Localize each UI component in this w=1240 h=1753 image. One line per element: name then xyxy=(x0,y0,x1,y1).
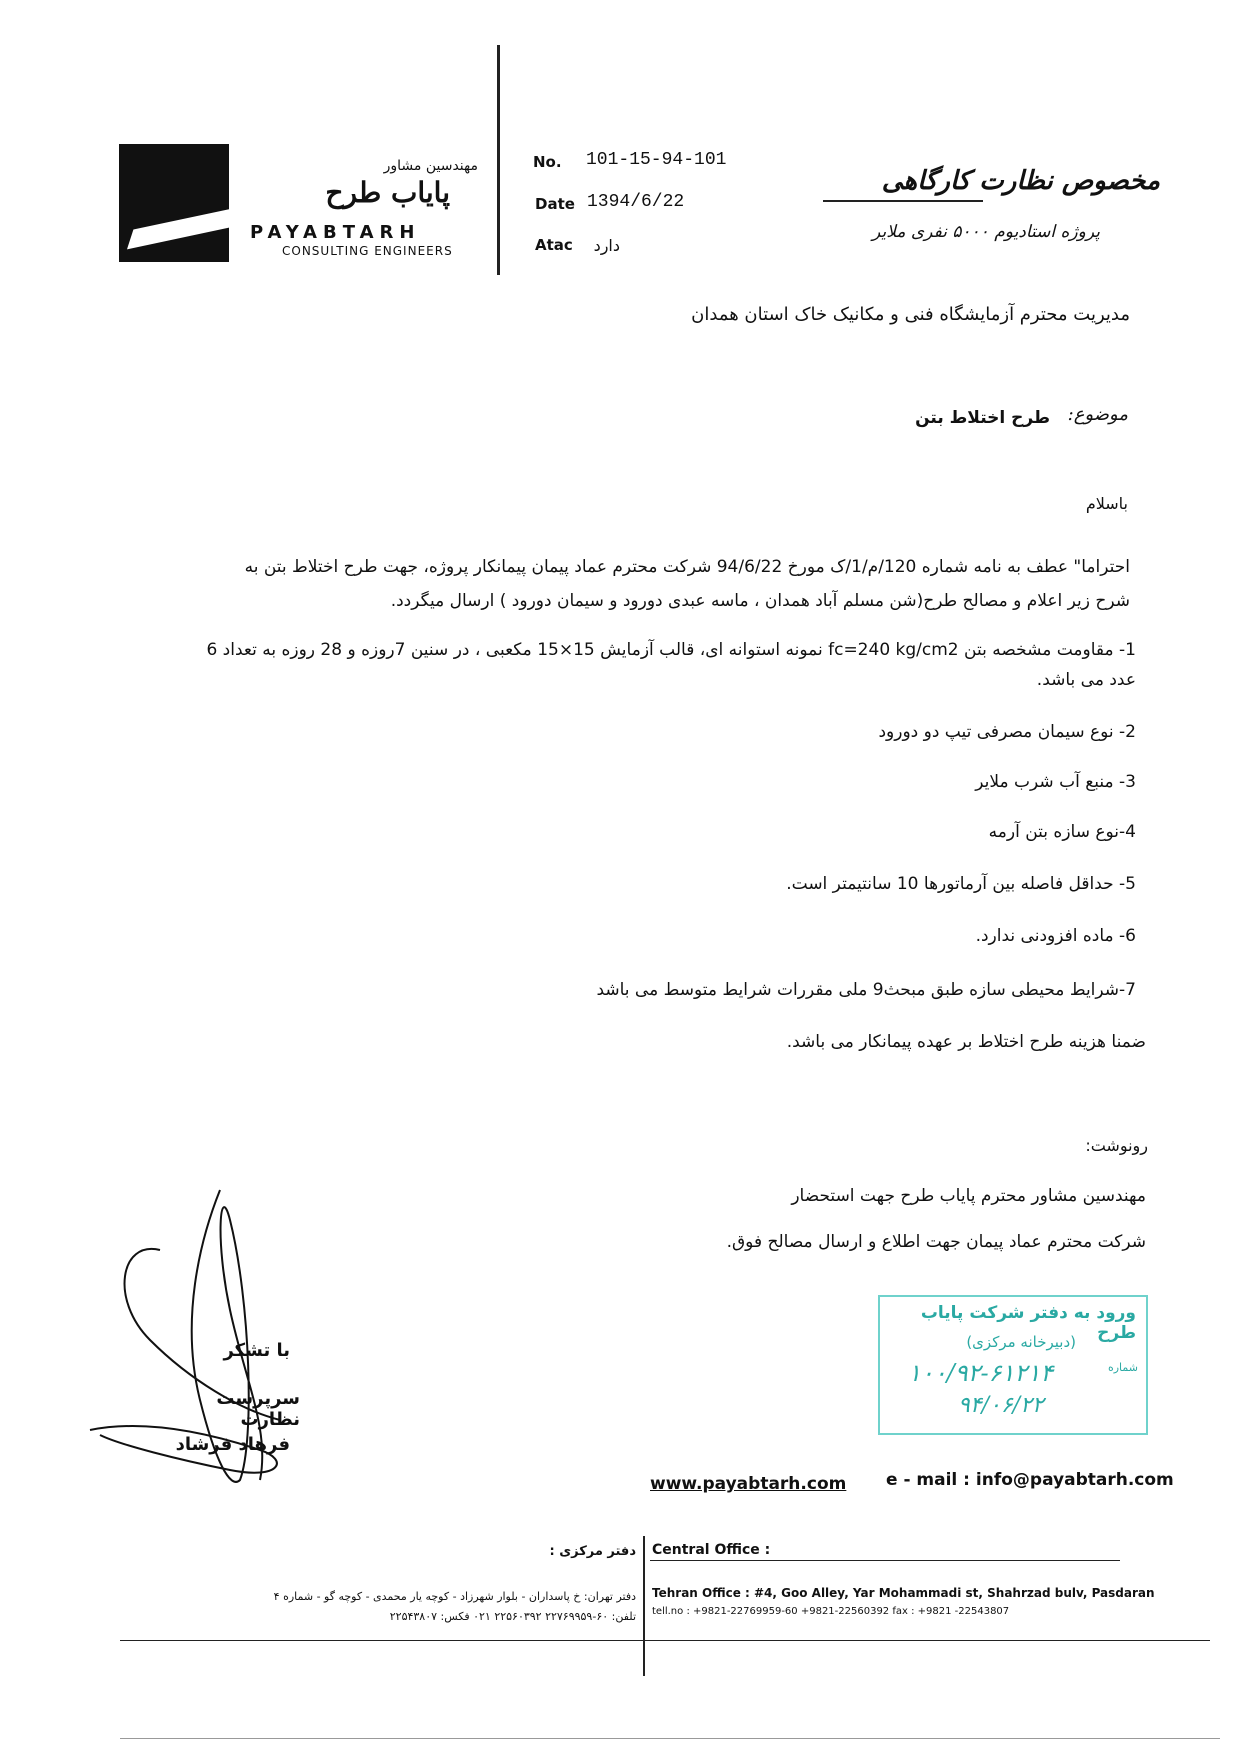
logo-subtitle-fa: مهندسین مشاور xyxy=(383,158,478,174)
letter-title: مخصوص نظارت کارگاهی xyxy=(881,166,1160,196)
project-name: پروژه استادیوم ۵۰۰۰ نفری ملایر xyxy=(872,222,1100,242)
recipient: مدیریت محترم آزمایشگاه فنی و مکانیک خاک استان همدان xyxy=(691,304,1130,325)
date-value: 1394/6/22 xyxy=(587,192,685,212)
cc-line-2: شرکت محترم عماد پیمان جهت اطلاع و ارسال مصالح فوق. xyxy=(726,1232,1146,1252)
central-office-en: Central Office : xyxy=(652,1542,771,1558)
attachment-value: دارد xyxy=(593,236,620,255)
stamp-number-label: شماره xyxy=(1107,1361,1138,1374)
cc-label: رونوشت: xyxy=(1085,1136,1148,1155)
footer-divider xyxy=(643,1536,645,1676)
central-office-fa: دفتر مرکزی : xyxy=(549,1544,636,1559)
item-4: 4-نوع سازه بتن آرمه xyxy=(988,822,1136,842)
page-bottom-line xyxy=(120,1738,1220,1739)
intro-line-2: شرح زیر اعلام و مصالح طرح(شن مسلم آباد همدان ، ماسه عبدی دورود و سیمان دورود ) ارسال میگردد. xyxy=(390,591,1130,611)
registry-stamp xyxy=(878,1295,1148,1435)
stamp-date: ۹۴/۰۶/۲۲ xyxy=(958,1393,1044,1418)
stamp-line-2: (دبیرخانه مرکزی) xyxy=(966,1333,1076,1351)
date-label: Date xyxy=(535,195,575,213)
item-1-line-2: عدد می باشد. xyxy=(1036,670,1136,690)
item-7: 7-شرایط محیطی سازه طبق مبحث9 ملی مقررات شرایط متوسط می باشد xyxy=(596,980,1136,1000)
subject-label: موضوع: xyxy=(1067,404,1128,425)
title-underline xyxy=(823,200,983,202)
logo-subtitle-en: CONSULTING ENGINEERS xyxy=(282,244,453,258)
item-5: 5- حداقل فاصله بین آرماتورها 10 سانتیمتر است. xyxy=(786,874,1136,894)
footer-line-bottom xyxy=(120,1640,1210,1641)
item-2: 2- نوع سیمان مصرفی تیپ دو دورود xyxy=(878,722,1136,742)
stamp-line-1: ورود به دفتر شرکت پایاب طرح xyxy=(920,1303,1136,1343)
item-6: 6- ماده افزودنی ندارد. xyxy=(975,926,1136,946)
company-logo xyxy=(119,144,229,262)
logo-name-en: PAYABTARH xyxy=(250,222,421,243)
stamp-number: ۱۰۰/۹۲-۶۱۲۱۴ xyxy=(908,1359,1054,1387)
intro-line-1: احتراما" عطف به نامه شماره 120/م/1/ک مورخ 94/6/22 شرکت محترم عماد پیمان پیمانکار پروژه، جهت طرح اختلاط بتن به xyxy=(244,557,1130,577)
header-divider xyxy=(497,45,500,275)
website[interactable]: www.payabtarh.com xyxy=(650,1474,847,1494)
cc-line-1: مهندسین مشاور محترم پایاب طرح جهت استحضار xyxy=(791,1186,1146,1206)
greeting: باسلام xyxy=(1085,494,1128,513)
signature-title: سرپرست نظارت xyxy=(216,1388,300,1430)
item-3: 3- منبع آب شرب ملایر xyxy=(975,772,1136,792)
number-value: 101-15-94-101 xyxy=(586,150,727,170)
tel-en: tell.no : +9821-22769959-60 +9821-22560392 fax : +9821 -22543807 xyxy=(652,1606,1010,1617)
tehran-office-en: Tehran Office : #4, Goo Alley, Yar Mohammadi st, Shahrzad bulv, Pasdaran xyxy=(652,1586,1155,1600)
signature-closing: با تشکر xyxy=(223,1340,290,1361)
closing-note: ضمنا هزینه طرح اختلاط بر عهده پیمانکار می باشد. xyxy=(786,1032,1146,1052)
footer-line-top xyxy=(650,1560,1120,1561)
number-label: No. xyxy=(533,153,562,171)
tel-fa: تلفن: ۶۰-۲۲۷۶۹۹۵۹ ۲۲۵۶۰۳۹۲ ۰۲۱ فکس: ۲۲۵۴۳۸۰۷ xyxy=(389,1610,636,1623)
address-fa: دفتر تهران: خ پاسداران - بلوار شهرزاد - کوچه یار محمدی - کوچه گو - شماره ۴ xyxy=(273,1590,636,1603)
attachment-label: Atac xyxy=(535,236,573,254)
logo-name-fa: پایاب طرح xyxy=(325,176,450,209)
email[interactable]: e - mail : info@payabtarh.com xyxy=(886,1470,1174,1490)
subject-text: طرح اختلاط بتن xyxy=(915,408,1050,428)
item-1-line-1: 1- مقاومت مشخصه بتن fc=240 kg/cm2 نمونه استوانه ای، قالب آزمایش 15×15 مکعبی ، در سنین 7روزه و 28 روزه به تعداد 6 xyxy=(206,640,1136,660)
signature-name: فرهاد فرشاد xyxy=(175,1434,290,1455)
